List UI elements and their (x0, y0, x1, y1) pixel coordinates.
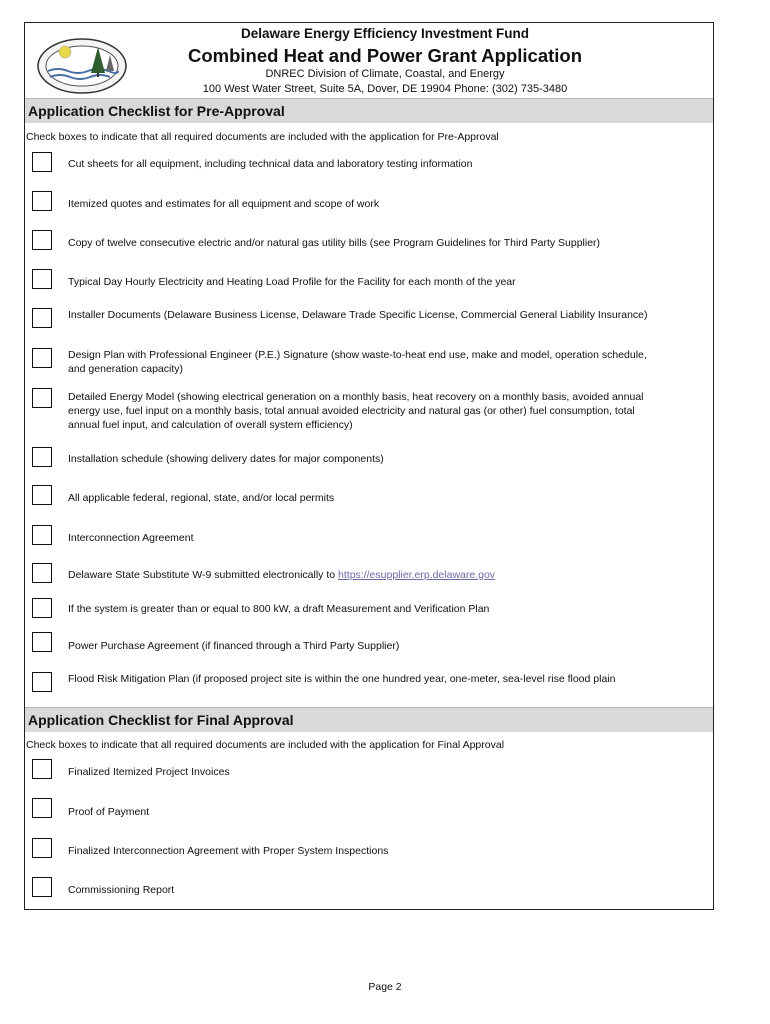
checkbox-load-profile[interactable] (32, 269, 52, 289)
checkbox-commissioning-report[interactable] (32, 877, 52, 897)
checklist-item-interconnection-agreement: Interconnection Agreement (68, 532, 194, 544)
division-name: DNREC Division of Climate, Coastal, and Energy (265, 68, 505, 80)
checklist-item-load-profile: Typical Day Hourly Electricity and Heating Load Profile for the Facility for each month of the year (68, 276, 516, 288)
section-title: Application Checklist for Pre-Approval (28, 103, 285, 119)
w9-text: Delaware State Substitute W-9 submitted electronically to (68, 569, 339, 581)
page-number: Page 2 (368, 981, 402, 993)
checkbox-permits[interactable] (32, 485, 52, 505)
checklist-item-final-interconnection: Finalized Interconnection Agreement with Proper System Inspections (68, 845, 389, 857)
section-header-pre-approval (25, 98, 713, 123)
checkbox-installation-schedule[interactable] (32, 447, 52, 467)
checkbox-itemized-quotes[interactable] (32, 191, 52, 211)
checkbox-interconnection-agreement[interactable] (32, 525, 52, 545)
checklist-item-power-purchase: Power Purchase Agreement (if financed through a Third Party Supplier) (68, 640, 400, 652)
esupplier-link[interactable]: https://esupplier.erp.delaware.gov (338, 569, 496, 581)
address-phone: 100 West Water Street, Suite 5A, Dover, DE 19904 Phone: (302) 735-3480 (202, 83, 568, 95)
final-approval-intro: Check boxes to indicate that all required documents are included with the application for Final Approval (26, 739, 505, 751)
checkbox-cut-sheets[interactable] (32, 152, 52, 172)
checkbox-flood-risk[interactable] (32, 672, 52, 692)
checklist-item-commissioning-report: Commissioning Report (68, 884, 175, 896)
checkbox-energy-model[interactable] (32, 388, 52, 408)
checklist-item-proof-of-payment: Proof of Payment (68, 806, 150, 818)
pre-approval-intro: Check boxes to indicate that all required documents are included with the application for Pre-Approval (26, 131, 499, 143)
checklist-item-energy-model: Detailed Energy Model (showing electrical generation on a monthly basis, heat recovery on a monthly basis, avoided annual energy use, fuel input on a monthly basis, total annual avoided electricity and natural gas (or other) fuel consumption, total annual fuel input, and calculation of overall system efficiency) (68, 391, 644, 431)
checklist-item-w9 (68, 568, 658, 582)
checkbox-proof-of-payment[interactable] (32, 798, 52, 818)
checklist-item-utility-bills: Copy of twelve consecutive electric and/or natural gas utility bills (see Program Guidelines for Third Party Supplier) (68, 237, 601, 249)
checkbox-design-plan[interactable] (32, 348, 52, 368)
checklist-item-itemized-quotes: Itemized quotes and estimates for all equipment and scope of work (68, 198, 380, 210)
checklist-item-design-plan: Design Plan with Professional Engineer (P.E.) Signature (show waste-to-heat end use, make and model, operation schedule, and generation capacity) (68, 349, 647, 375)
checkbox-installer-documents[interactable] (32, 308, 52, 328)
section-title: Application Checklist for Final Approval (28, 712, 294, 728)
page-title: Combined Heat and Power Grant Application (187, 45, 583, 66)
checklist-item-cut-sheets: Cut sheets for all equipment, including technical data and laboratory testing information (68, 158, 473, 170)
section-header-final-approval (25, 707, 713, 732)
fund-name: Delaware Energy Efficiency Investment Fund (240, 26, 530, 41)
checklist-item-flood-risk: Flood Risk Mitigation Plan (if proposed project site is within the one hundred year, one-meter, sea-level rise flood plain (68, 673, 616, 685)
checkbox-project-invoices[interactable] (32, 759, 52, 779)
checklist-item-installer-documents: Installer Documents (Delaware Business License, Delaware Trade Specific License, Commercial General Liability Insurance) (68, 309, 648, 321)
checkbox-mv-plan[interactable] (32, 598, 52, 618)
checklist-item-mv-plan: If the system is greater than or equal to 800 kW, a draft Measurement and Verification Plan (68, 603, 490, 615)
checklist-item-permits: All applicable federal, regional, state, and/or local permits (68, 492, 335, 504)
checkbox-utility-bills[interactable] (32, 230, 52, 250)
checkbox-power-purchase[interactable] (32, 632, 52, 652)
checklist-item-installation-schedule: Installation schedule (showing delivery dates for major components) (68, 453, 384, 465)
checkbox-final-interconnection[interactable] (32, 838, 52, 858)
checkbox-w9[interactable] (32, 563, 52, 583)
checklist-item-project-invoices: Finalized Itemized Project Invoices (68, 766, 230, 778)
